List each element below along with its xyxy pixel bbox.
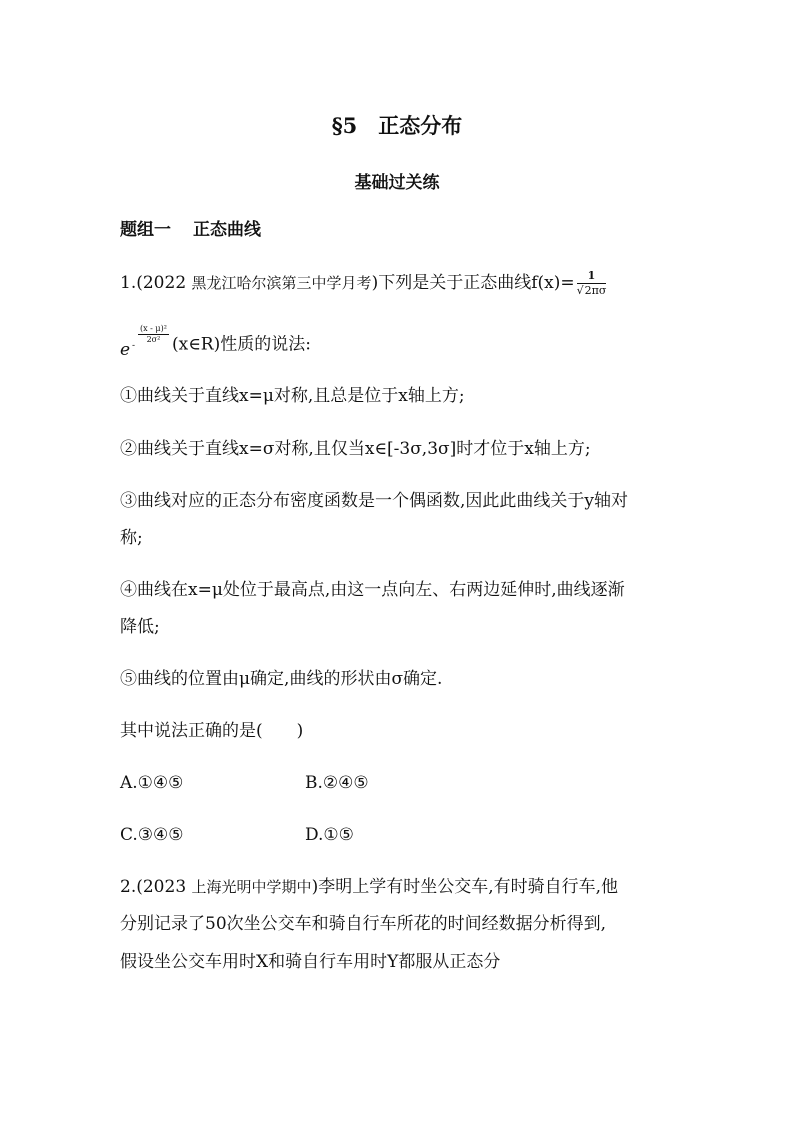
statement-3: ③曲线对应的正态分布密度函数是一个偶函数,因此此曲线关于y轴对 <box>120 491 629 511</box>
statement-5: ⑤曲线的位置由μ确定,曲线的形状由σ确定. <box>120 669 443 689</box>
statement-4-continued: 降低; <box>120 617 160 637</box>
question-1-number: 1. <box>120 273 137 293</box>
question-2-source: 上海光明中学期中 <box>191 878 312 896</box>
question-2-number: 2. <box>120 877 137 897</box>
option-c[interactable]: C.③④⑤ <box>120 825 184 845</box>
statement-3-continued: 称; <box>120 528 143 548</box>
statement-2: ②曲线关于直线x=σ对称,且仅当x∈[-3σ,3σ]时才位于x轴上方; <box>120 439 591 459</box>
option-a[interactable]: A.①④⑤ <box>120 773 184 793</box>
question-1-prompt: 其中说法正确的是( ) <box>120 721 304 741</box>
section-name: 正态曲线 <box>193 220 261 240</box>
section-heading <box>120 218 261 242</box>
page-title: §5 正态分布 <box>331 113 463 138</box>
exponent-fraction: $\frac{\text{(x - μ)²}}{\text{2σ²}}$ <box>140 324 167 344</box>
question-1-line-1: 1.(2022 黑龙江哈尔滨第三中学月考)下列是关于正态曲线f(x)= $\frac{1}{√2\pi\sigma}$ <box>120 269 607 297</box>
exponential-term: e - $\frac{\text{(x - μ)²}}{\text{2σ²}}$ <box>120 324 167 360</box>
section-label: 题组一 <box>120 220 171 240</box>
option-b[interactable]: B.②④⑤ <box>305 773 369 793</box>
statement-4: ④曲线在x=μ处位于最高点,由这一点向左、右两边延伸时,曲线逐渐 <box>120 580 625 600</box>
question-1-source: 黑龙江哈尔滨第三中学月考 <box>191 274 372 292</box>
option-d[interactable]: D.①⑤ <box>305 825 354 845</box>
density-fraction: $\frac{1}{√2\pi\sigma}$ <box>576 269 607 297</box>
page-subtitle: 基础过关练 <box>354 173 440 193</box>
question-2-line-1: 2.(2023 上海光明中学期中)李明上学有时坐公交车,有时骑自行车,他 <box>120 877 619 897</box>
statement-1: ①曲线关于直线x=μ对称,且总是位于x轴上方; <box>120 386 465 406</box>
question-2-line-3: 假设坐公交车用时X和骑自行车用时Y都服从正态分 <box>120 952 501 972</box>
question-1-stem: 下列是关于正态曲线f(x)= <box>378 273 575 293</box>
question-1-line-2: e - $\frac{\text{(x - μ)²}}{\text{2σ²}}$ (x∈R)性质的说法: <box>120 324 311 360</box>
question-2-line-2: 分别记录了50次坐公交车和骑自行车所花的时间经数据分析得到, <box>120 914 607 934</box>
